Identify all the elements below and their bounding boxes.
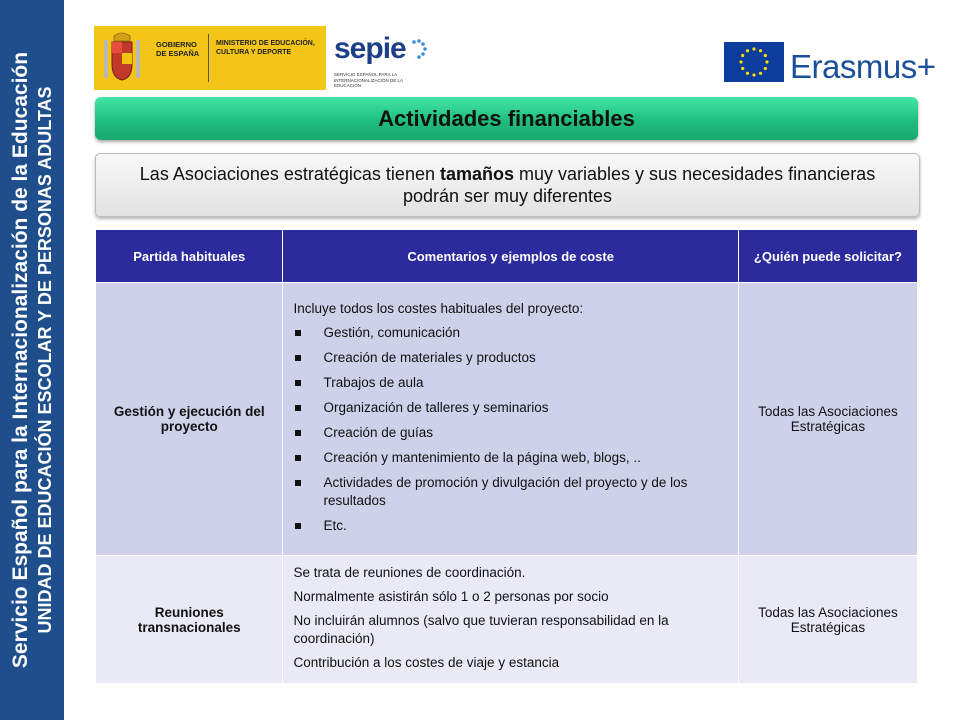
table-header-row <box>96 230 918 283</box>
ministerio-text: MINISTERIO DE EDUCACIÓN, CULTURA Y DEPORTE <box>216 40 315 56</box>
list-item: Trabajos de aula <box>293 374 725 392</box>
list-item: Organización de talleres y seminarios <box>293 399 725 417</box>
header-logos <box>94 26 432 90</box>
comment-line: Normalmente asistirán sólo 1 o 2 personas por socio <box>293 588 609 604</box>
list-item: Etc. <box>293 517 725 535</box>
coat-of-arms-icon <box>102 32 142 84</box>
comment-line: Se trata de reuniones de coordinación. <box>293 564 526 580</box>
sidebar-organization: Servicio Español para la Internacionalización de la Educación <box>9 51 32 669</box>
table-row <box>96 283 918 556</box>
gobierno-logo <box>94 26 326 90</box>
page-title: Actividades financiables <box>378 105 635 131</box>
list-item: Actividades de promoción y divulgación del proyecto y de los resultados <box>293 474 725 510</box>
costs-table <box>95 229 918 684</box>
comments-cell <box>283 283 738 556</box>
eu-flag-icon <box>724 42 784 82</box>
subtitle-bold: tamaños <box>439 164 515 184</box>
title-bar <box>95 97 918 140</box>
who-cell: Todas las Asociaciones Estratégicas <box>738 556 917 684</box>
sidebar-unit: UNIDAD DE EDUCACIÓN ESCOLAR Y DE PERSONAS ADULTAS <box>35 86 55 634</box>
cost-list <box>293 324 725 535</box>
list-item: Creación de materiales y productos <box>293 349 725 367</box>
item-cell: Reuniones transnacionales <box>96 556 283 684</box>
erasmus-logo <box>724 38 936 86</box>
comments-cell <box>283 556 738 684</box>
sidebar <box>0 0 64 720</box>
list-item: Creación y mantenimiento de la página web, blogs, .. <box>293 449 725 467</box>
comments-intro: Incluye todos los costes habituales del proyecto: <box>293 301 584 316</box>
erasmus-wordmark: Erasmus+ <box>790 48 936 85</box>
sidebar-text <box>8 0 56 720</box>
item-cell: Gestión y ejecución del proyecto <box>96 283 283 556</box>
who-cell: Todas las Asociaciones Estratégicas <box>738 283 917 556</box>
sepie-subtitle: SERVICIO ESPAÑOL PARA LA INTERNACIONALIZACIÓN DE LA EDUCACIÓN <box>334 72 403 88</box>
subtitle-part-1: Las Asociaciones estratégicas tienen <box>139 164 440 184</box>
sepie-wordmark: sepie <box>334 32 406 65</box>
comment-line: Contribución a los costes de viaje y estancia <box>293 654 560 670</box>
table-row <box>96 556 918 684</box>
header-comentarios: Comentarios y ejemplos de coste <box>283 230 738 283</box>
logo-divider <box>208 34 209 82</box>
subtitle-part-2: muy variables y sus necesidades financieras podrán ser muy diferentes <box>402 164 876 206</box>
header-quien: ¿Quién puede solicitar? <box>738 230 917 283</box>
sepie-logo <box>326 26 432 90</box>
subtitle-bar <box>95 153 920 217</box>
list-item: Creación de guías <box>293 424 725 442</box>
header-partida: Partida habituales <box>96 230 283 283</box>
list-item: Gestión, comunicación <box>293 324 725 342</box>
comment-line: No incluirán alumnos (salvo que tuvieran responsabilidad en la coordinación) <box>293 612 669 646</box>
gobierno-text: GOBIERNO DE ESPAÑA <box>156 40 200 58</box>
sepie-dots-icon <box>410 38 428 62</box>
subtitle-text <box>118 163 898 207</box>
